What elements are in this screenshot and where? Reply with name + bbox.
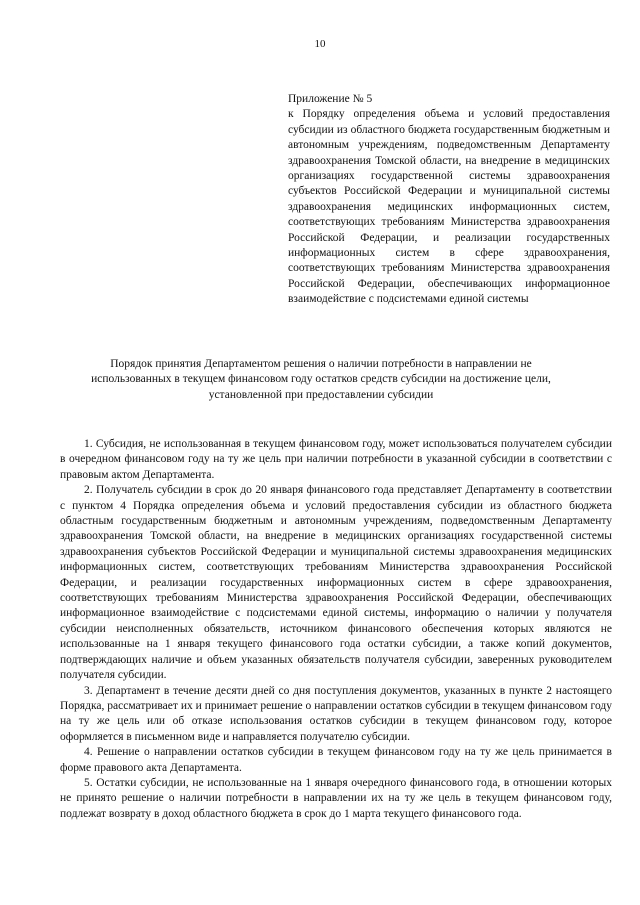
order-title-line-2: использованных в текущем финансовом году остатков средств субсидии на достижение цели,: [91, 373, 551, 386]
page-number: 10: [314, 38, 326, 50]
order-title: [60, 357, 582, 403]
order-body: [60, 437, 612, 822]
paragraph-5: 5. Остатки субсидии, не использованные на 1 января очередного финансового года, в отношении которых не принято решение о наличии потребности в направлении их на ту же цель в текущем финансовом году, подлежат возврату в доход областного бюджета в срок до 1 марта текущего финансового года.: [60, 776, 612, 820]
appendix-text: к Порядку определения объема и условий предоставления субсидии из областного бюджета государственным бюджетным и автономным учреждениям, подведомственным Департаменту здравоохранения Томской области, на внедрение в медицинских организациях государственной системы здравоохранения субъектов Российской Федерации и муниципальной системы здравоохранения медицинских информационных систем, соответствующих требованиям Министерства здравоохранения Российской Федерации, и реализации государственных информационных систем в сфере здравоохранения, соответствующих требованиям Министерства здравоохранения Российской Федерации, обеспечивающих информационное взаимодействие с подсистемами единой системы: [288, 108, 610, 306]
order-title-line-1: Порядок принятия Департаментом решения о наличии потребности в направлении не: [110, 358, 532, 370]
paragraph-1: 1. Субсидия, не использованная в текущем финансовом году, может использоваться получателем субсидии в очередном финансовом году на ту же цель при наличии потребности в указанной субсидии в соответствии с правовым актом Департамента.: [60, 438, 612, 481]
appendix-block: [288, 92, 610, 308]
paragraph-4: 4. Решение о направлении остатков субсидии в текущем финансовом году на ту же цель принимается в форме правового акта Департамента.: [60, 746, 612, 774]
paragraph-3: 3. Департамент в течение десяти дней со дня поступления документов, указанных в пункте 2 настоящего Порядка, рассматривает их и принимает решение о направлении остатков субсидии в текущем финансовом году на ту же цель или об отказе использования остатков субсидии в текущем финансовом году, которое оформляется в письменном виде и направляется получателю субсидии.: [60, 684, 612, 743]
paragraph-2: 2. Получатель субсидии в срок до 20 января финансового года представляет Департаменту в соответствии с пунктом 4 Порядка определения объема и условий предоставления субсидии из областного бюджета областным государственным бюджетным и автономным учреждениям, подведомственным Департаменту здравоохранения Томской области, на внедрение в медицинских организациях государственной системы здравоохранения субъектов Российской Федерации и муниципальной системы здравоохранения медицинских информационных систем, соответствующих требованиям Министерства здравоохранения Российской Федерации, и реализации государственных информационных систем в сфере здравоохранения, соответствующих требованиям Министерства здравоохранения Российской Федерации, обеспечивающих информационное взаимодействие с подсистемами единой системы, информацию о наличии у получателя субсидии неисполненных обязательств, источником финансового обеспечения которых являются не использованные на 1 января текущего финансового года остатки субсидии, а также копий документов, подтверждающих наличие и объем указанных обязательств получателя субсидии, заверенных руководителем получателя субсидии.: [60, 484, 612, 682]
order-title-line-3: установленной при предоставлении субсидии: [208, 388, 434, 401]
appendix-title: Приложение № 5: [288, 93, 373, 105]
